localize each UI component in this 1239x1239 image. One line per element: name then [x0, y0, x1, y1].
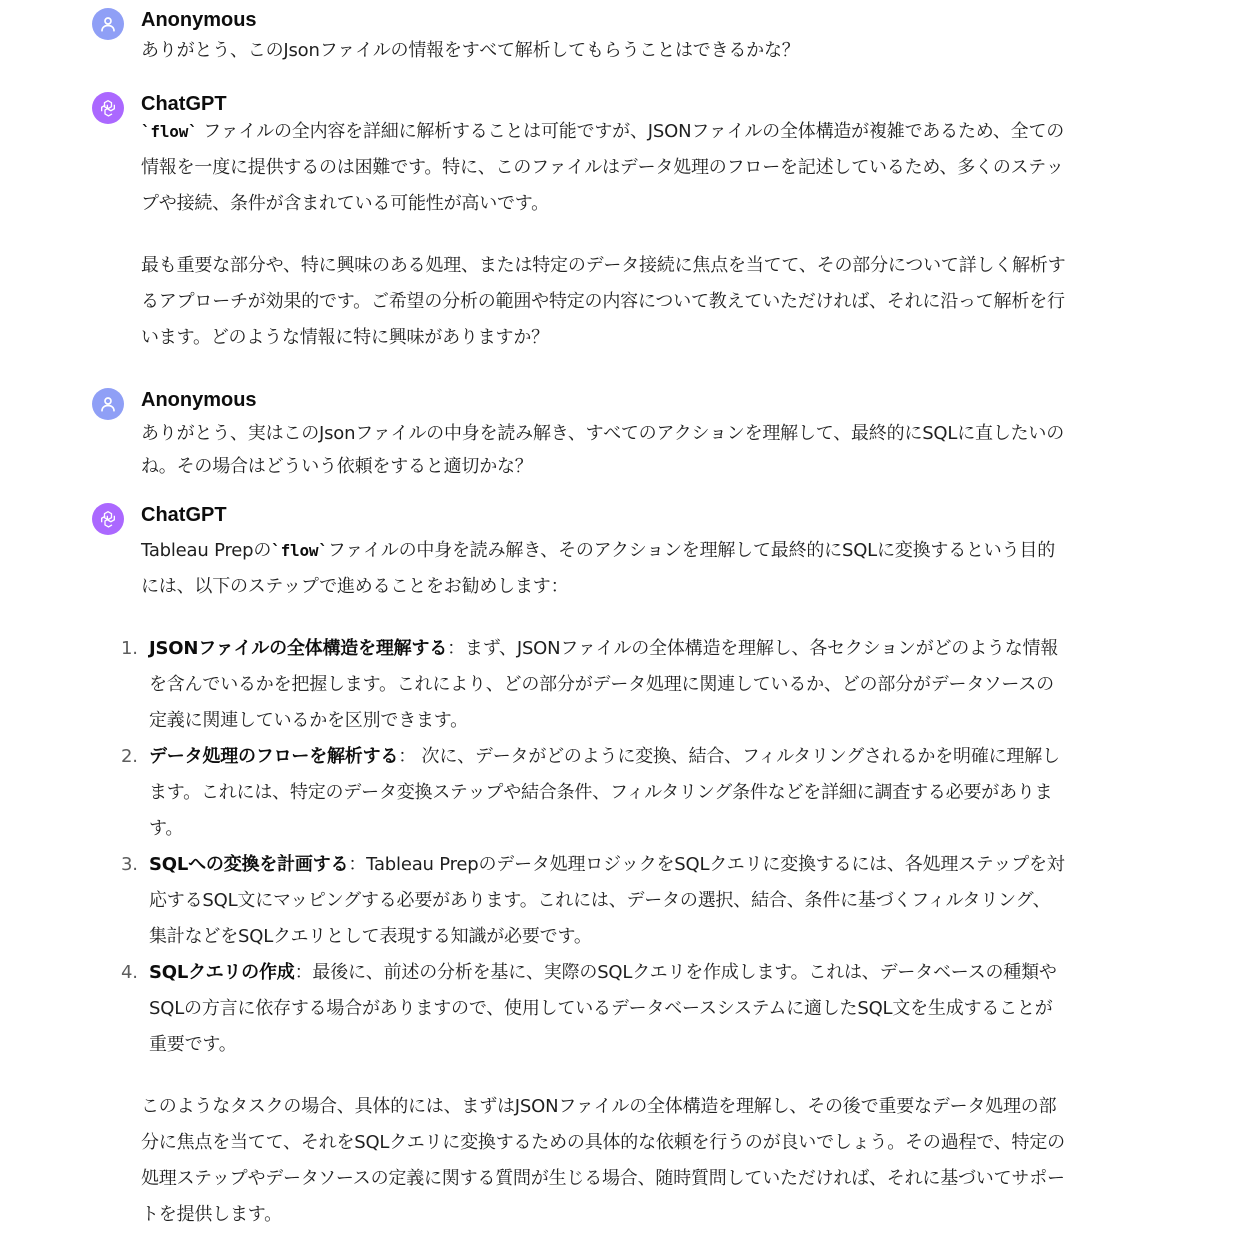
assistant-message — [92, 92, 1072, 372]
paragraph-text: ファイルの全内容を詳細に解析することは可能ですが、JSONファイルの全体構造が複雑であるため、全ての情報を一度に提供するのは困難です。特に、このファイルはデータ処理のフローを記述しているため、多くのステップや接続、条件が含まれている可能性が高いです。 — [141, 121, 1065, 214]
paragraph: 最も重要な部分や、特に興味のある処理、または特定のデータ接続に焦点を当てて、その部分について詳しく解析するアプローチが効果的です。ご希望の分析の範囲や特定の内容について教えていただければ、それに沿って解析を行います。どのような情報に特に興味がありますか？ — [141, 255, 1066, 348]
list-number: 4. — [121, 962, 138, 983]
step-text: まず、JSONファイルの全体構造を理解し、各セクションがどのような情報を含んでいるかを把握します。これにより、どの部分がデータ処理に関連しているか、どの部分がデータソースの定義に関連しているかを区別できます。 — [149, 638, 1059, 731]
user-avatar — [92, 388, 124, 420]
paragraph-text: ファイルの中身を読み解き、そのアクションを理解して最終的にSQLに変換するという目的には、以下のステップで進めることをお勧めします： — [141, 540, 1056, 597]
step-title: SQLクエリの作成 — [149, 962, 295, 983]
step-text: 次に、データがどのように変換、結合、フィルタリングされるかを明確に理解します。これには、特定のデータ変換ステップや結合条件、フィルタリング条件などを詳細に調査する必要があります。 — [149, 746, 1060, 839]
step-title: データ処理のフローを解析する — [149, 746, 399, 767]
user-icon — [99, 395, 117, 413]
list-item — [121, 631, 1066, 739]
list-number: 2. — [121, 746, 138, 767]
step-separator: ： — [398, 746, 417, 767]
user-icon — [99, 15, 117, 33]
list-item — [121, 955, 1066, 1063]
paragraph — [141, 114, 1066, 222]
message-author: ChatGPT — [141, 93, 227, 115]
step-text: 最後に、前述の分析を基に、実際のSQLクエリを作成します。これは、データベースの種類やSQLの方言に依存する場合がありますので、使用しているデータベースシステムに適したSQL文を生成することが重要です。 — [149, 962, 1057, 1055]
list-item — [121, 739, 1066, 847]
message-text: ありがとう、実はこのJsonファイルの中身を読み解き、すべてのアクションを理解して、最終的にSQLに直したいのね。その場合はどういう依頼をすると適切かな？ — [141, 423, 1065, 477]
paragraph: このようなタスクの場合、具体的には、まずはJSONファイルの全体構造を理解し、その後で重要なデータ処理の部分に焦点を当てて、それをSQLクエリに変換するための具体的な依頼を行うのが良いでしょう。その過程で、特定の処理ステップやデータソースの定義に関する質問が生じる場合、随時質問していただければ、それに基づいてサポートを提供します。 — [141, 1096, 1065, 1225]
message-author: Anonymous — [141, 389, 257, 411]
list-number: 1. — [121, 638, 138, 659]
message-body — [141, 114, 1066, 356]
assistant-avatar — [92, 92, 124, 124]
message-author: ChatGPT — [141, 504, 227, 526]
step-separator: ： — [294, 962, 313, 983]
paragraph-text: Tableau Prepの — [141, 540, 272, 561]
user-message — [92, 8, 1072, 72]
step-separator: ： — [447, 638, 465, 659]
inline-code: `flow` — [271, 541, 328, 560]
user-avatar — [92, 8, 124, 40]
step-title: JSONファイルの全体構造を理解する — [149, 638, 448, 659]
step-separator: ： — [348, 854, 367, 875]
steps-list — [121, 631, 1066, 1063]
assistant-message — [92, 503, 1072, 1239]
message-author: Anonymous — [141, 9, 257, 31]
list-number: 3. — [121, 854, 138, 875]
openai-icon — [98, 509, 118, 529]
list-item — [121, 847, 1066, 955]
message-body — [121, 533, 1066, 1233]
openai-icon — [98, 98, 118, 118]
paragraph — [141, 533, 1066, 605]
message-text: ありがとう、このJsonファイルの情報をすべて解析してもらうことはできるかな？ — [141, 40, 800, 61]
inline-code: `flow` — [141, 122, 198, 141]
user-message — [92, 388, 1072, 488]
assistant-avatar — [92, 503, 124, 535]
step-title: SQLへの変換を計画する — [149, 854, 349, 875]
step-text: Tableau Prepのデータ処理ロジックをSQLクエリに変換するには、各処理ステップを対応するSQL文にマッピングする必要があります。これには、データの選択、結合、条件に基づくフィルタリング、集計などをSQLクエリとして表現する知識が必要です。 — [149, 854, 1065, 947]
